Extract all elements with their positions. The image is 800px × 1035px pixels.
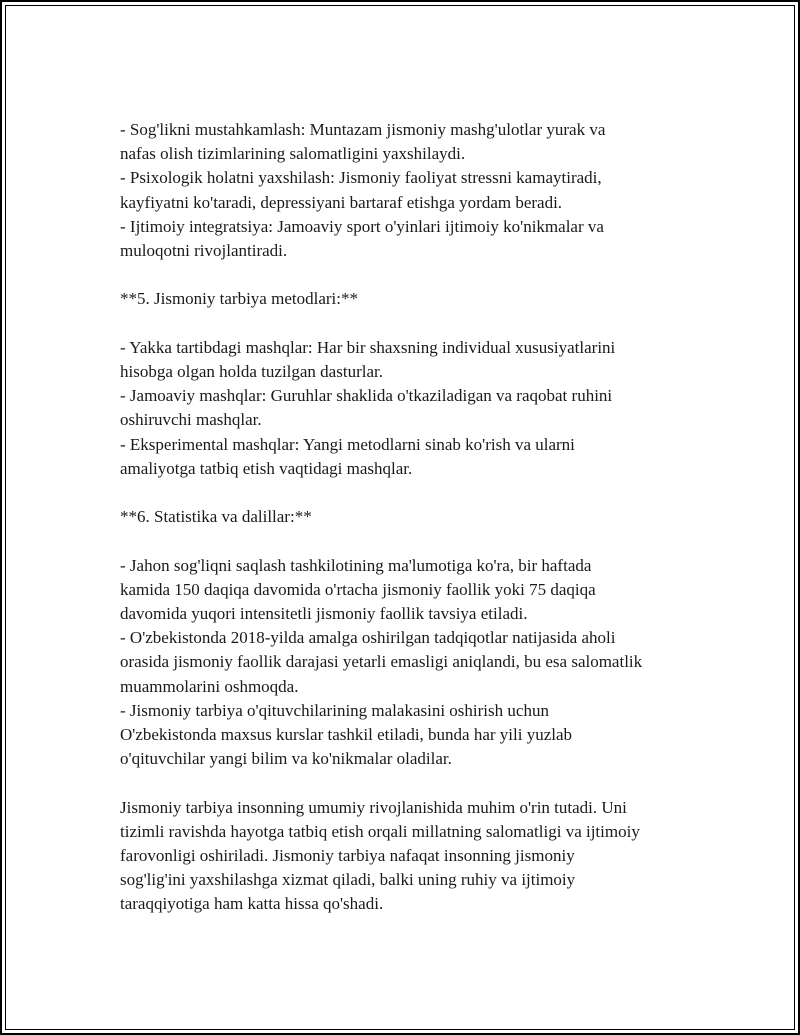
statistic-item-2 — [120, 626, 680, 699]
text-line: o'qituvchilar yangi bilim va ko'nikmalar oladilar. — [120, 749, 452, 769]
text-line: muammolarini oshmoqda. — [120, 676, 299, 696]
text-line: tizimli ravishda hayotga tatbiq etish orqali millatning salomatligi va ijtimoiy — [120, 821, 640, 841]
text-line: davomida yuqori intensitetli jismoniy faollik tavsiya etiladi. — [120, 604, 528, 623]
method-item-3 — [120, 433, 680, 481]
paragraph-gap — [120, 481, 680, 505]
paragraph-gap — [120, 771, 680, 795]
text-line: muloqotni rivojlantiradi. — [120, 241, 288, 261]
text-line: - Psixologik holatni yaxshilash: Jismoniy faoliyat stressni kamaytiradi, — [120, 168, 602, 188]
method-item-2 — [120, 384, 680, 432]
benefit-item-1 — [120, 118, 680, 166]
paragraph-gap — [120, 312, 680, 336]
section-heading: **6. Statistika va dalillar:** — [120, 507, 312, 527]
text-line: hisobga olgan holda tuzilgan dasturlar. — [120, 362, 383, 381]
statistic-item-1 — [120, 554, 680, 627]
text-line: taraqqiyotiga ham katta hissa qo'shadi. — [120, 894, 384, 914]
text-line: Jismoniy tarbiya insonning umumiy rivojlanishida muhim o'rin tutadi. Uni — [120, 797, 627, 817]
section-6-heading — [120, 505, 680, 529]
section-5-heading — [120, 287, 680, 311]
text-line: orasida jismoniy faollik darajasi yetarli emasligi aniqlandi, bu esa salomatlik — [120, 652, 643, 672]
text-line: kayfiyatni ko'taradi, depressiyani bartaraf etishga yordam beradi. — [120, 192, 563, 212]
method-item-1 — [120, 336, 680, 384]
paragraph-gap — [120, 263, 680, 287]
document-body — [120, 118, 680, 917]
section-heading: **5. Jismoniy tarbiya metodlari:** — [120, 289, 358, 309]
text-line: O'zbekistonda maxsus kurslar tashkil etiladi, bunda har yili yuzlab — [120, 725, 573, 745]
text-line: - Yakka tartibdagi mashqlar: Har bir shaxsning individual xususiyatlarini — [120, 337, 616, 357]
text-line: - Ijtimoiy integratsiya: Jamoaviy sport o'yinlari ijtimoiy ko'nikmalar va — [120, 216, 604, 236]
text-line: - Sog'likni mustahkamlash: Muntazam jismoniy mashg'ulotlar yurak va — [120, 120, 606, 139]
text-line: - Jamoaviy mashqlar: Guruhlar shaklida o'tkaziladigan va raqobat ruhini — [120, 386, 613, 406]
text-line: - Eksperimental mashqlar: Yangi metodlarni sinab ko'rish va ularni — [120, 434, 575, 454]
text-line: - Jahon sog'liqni saqlash tashkilotining ma'lumotiga ko'ra, bir haftada — [120, 555, 592, 575]
text-line: - O'zbekistonda 2018-yilda amalga oshirilgan tadqiqotlar natijasida aholi — [120, 628, 616, 648]
benefit-item-3 — [120, 215, 680, 263]
statistic-item-3 — [120, 699, 680, 772]
text-line: - Jismoniy tarbiya o'qituvchilarining malakasini oshirish uchun — [120, 700, 549, 720]
text-line: kamida 150 daqiqa davomida o'rtacha jismoniy faollik yoki 75 daqiqa — [120, 579, 596, 599]
paragraph-gap — [120, 529, 680, 553]
text-line: amaliyotga tatbiq etish vaqtidagi mashqlar. — [120, 458, 413, 478]
text-line: sog'lig'ini yaxshilashga xizmat qiladi, balki uning ruhiy va ijtimoiy — [120, 870, 576, 890]
benefit-item-2 — [120, 166, 680, 214]
text-line: oshiruvchi mashqlar. — [120, 410, 262, 430]
text-line: nafas olish tizimlarining salomatligini yaxshilaydi. — [120, 144, 466, 164]
conclusion-paragraph — [120, 796, 680, 917]
text-line: farovonligi oshiriladi. Jismoniy tarbiya nafaqat insonning jismoniy — [120, 846, 575, 866]
